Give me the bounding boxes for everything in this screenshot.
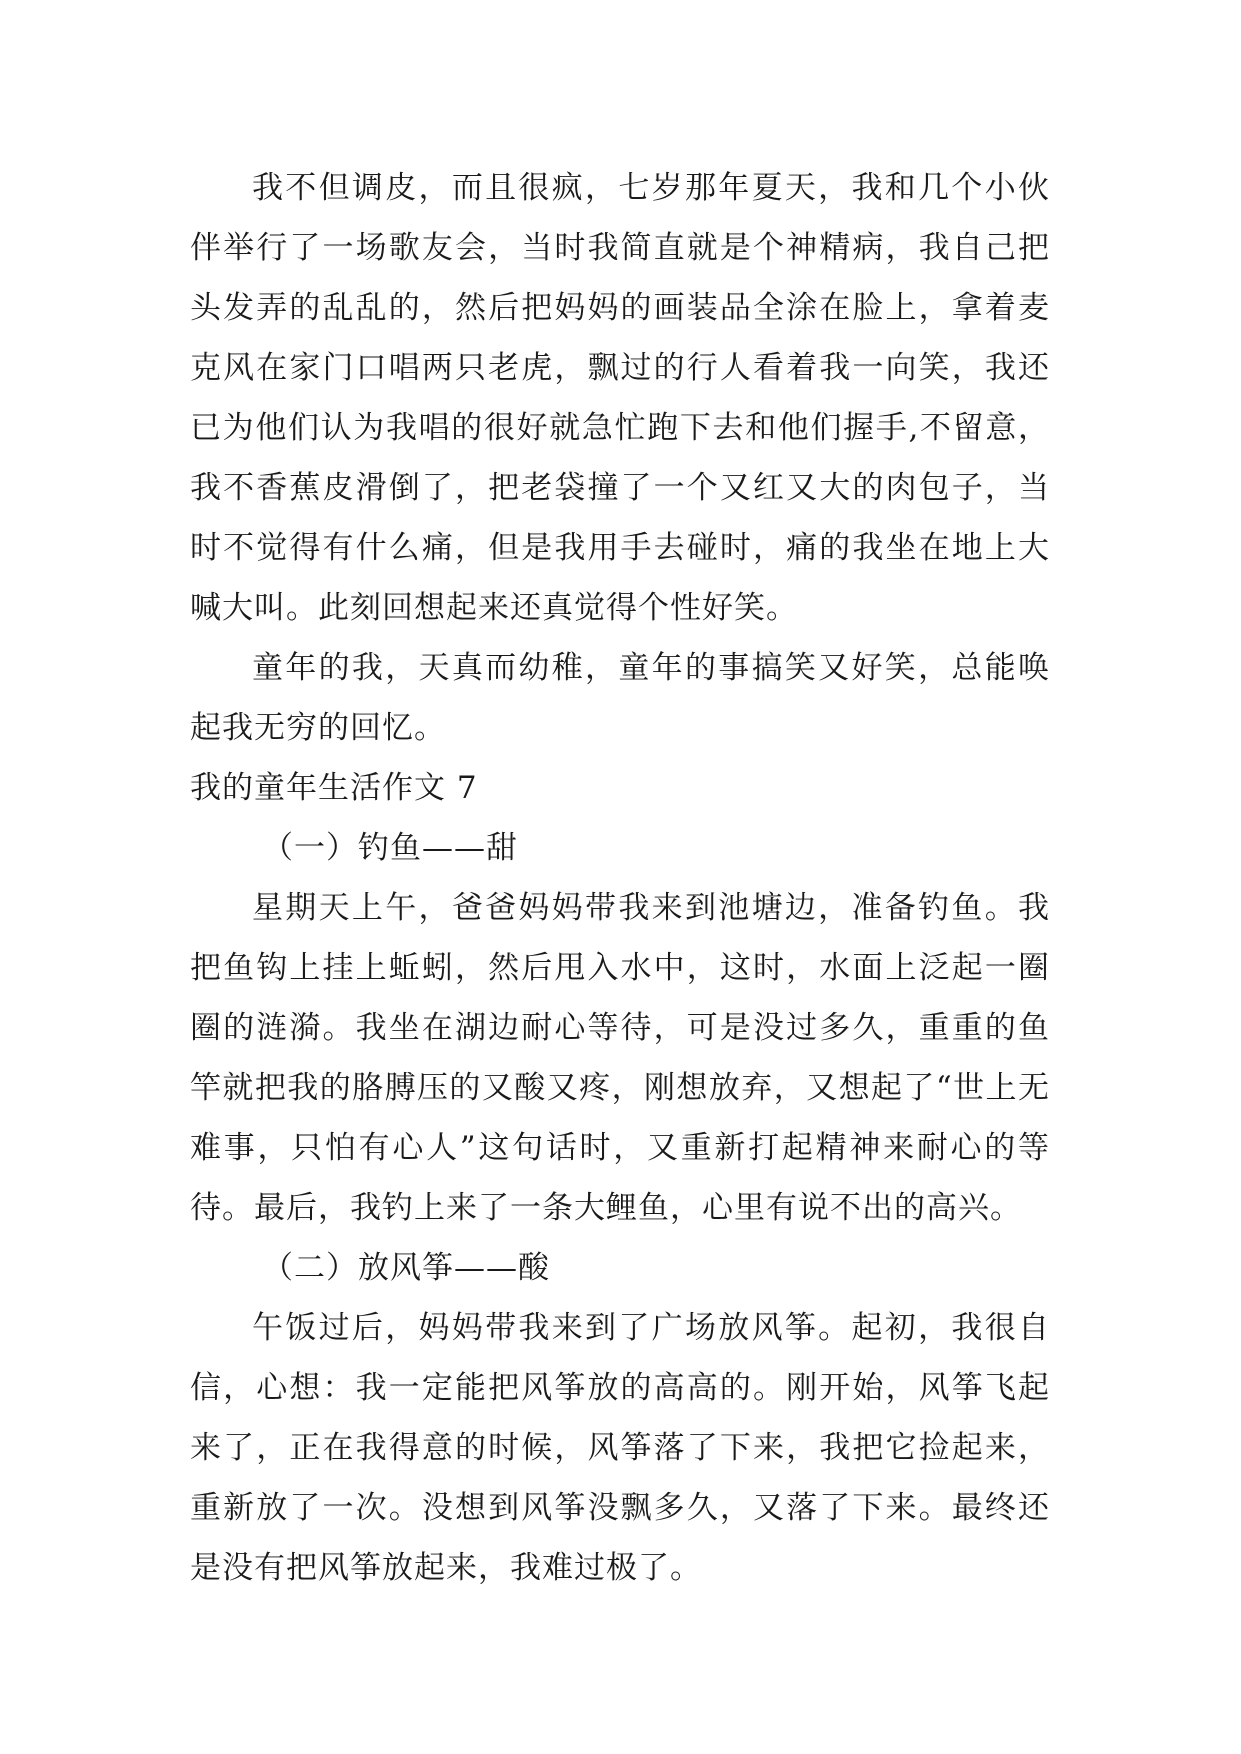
paragraph-kite: 午饭过后，妈妈带我来到了广场放风筝。起初，我很自信，心想：我一定能把风筝放的高高的。刚开始，风筝飞起来了，正在我得意的时候，风筝落了下来，我把它捡起来，重新放了一次。没想到风筝没飘多久，又落了下来。最终还是没有把风筝放起来，我难过极了。	[190, 1310, 1050, 1586]
section-heading-fishing: （一）钓鱼——甜	[262, 830, 518, 866]
paragraph-childhood-summary: 童年的我，天真而幼稚，童年的事搞笑又好笑，总能唤起我无穷的回忆。	[190, 650, 1050, 746]
section-heading-kite: （二）放风筝——酸	[262, 1250, 550, 1286]
document-body	[190, 158, 1050, 1598]
essay-title: 我的童年生活作文 7	[190, 770, 478, 806]
paragraph-fishing: 星期天上午，爸爸妈妈带我来到池塘边，准备钓鱼。我把鱼钩上挂上蚯蚓，然后甩入水中，这时，水面上泛起一圈圈的涟漪。我坐在湖边耐心等待，可是没过多久，重重的鱼竿就把我的胳膊压的又酸又疼，刚想放弃，又想起了“世上无难事，只怕有心人”这句话时，又重新打起精神来耐心的等待。最后，我钓上来了一条大鲤鱼，心里有说不出的高兴。	[190, 890, 1050, 1226]
paragraph-childhood-concert: 我不但调皮，而且很疯，七岁那年夏天，我和几个小伙伴举行了一场歌友会，当时我简直就是个神精病，我自己把头发弄的乱乱的，然后把妈妈的画装品全涂在脸上，拿着麦克风在家门口唱两只老虎，飘过的行人看着我一向笑，我还已为他们认为我唱的很好就急忙跑下去和他们握手,不留意，我不香蕉皮滑倒了，把老袋撞了一个又红又大的肉包子，当时不觉得有什么痛，但是我用手去碰时，痛的我坐在地上大喊大叫。此刻回想起来还真觉得个性好笑。	[190, 170, 1050, 626]
